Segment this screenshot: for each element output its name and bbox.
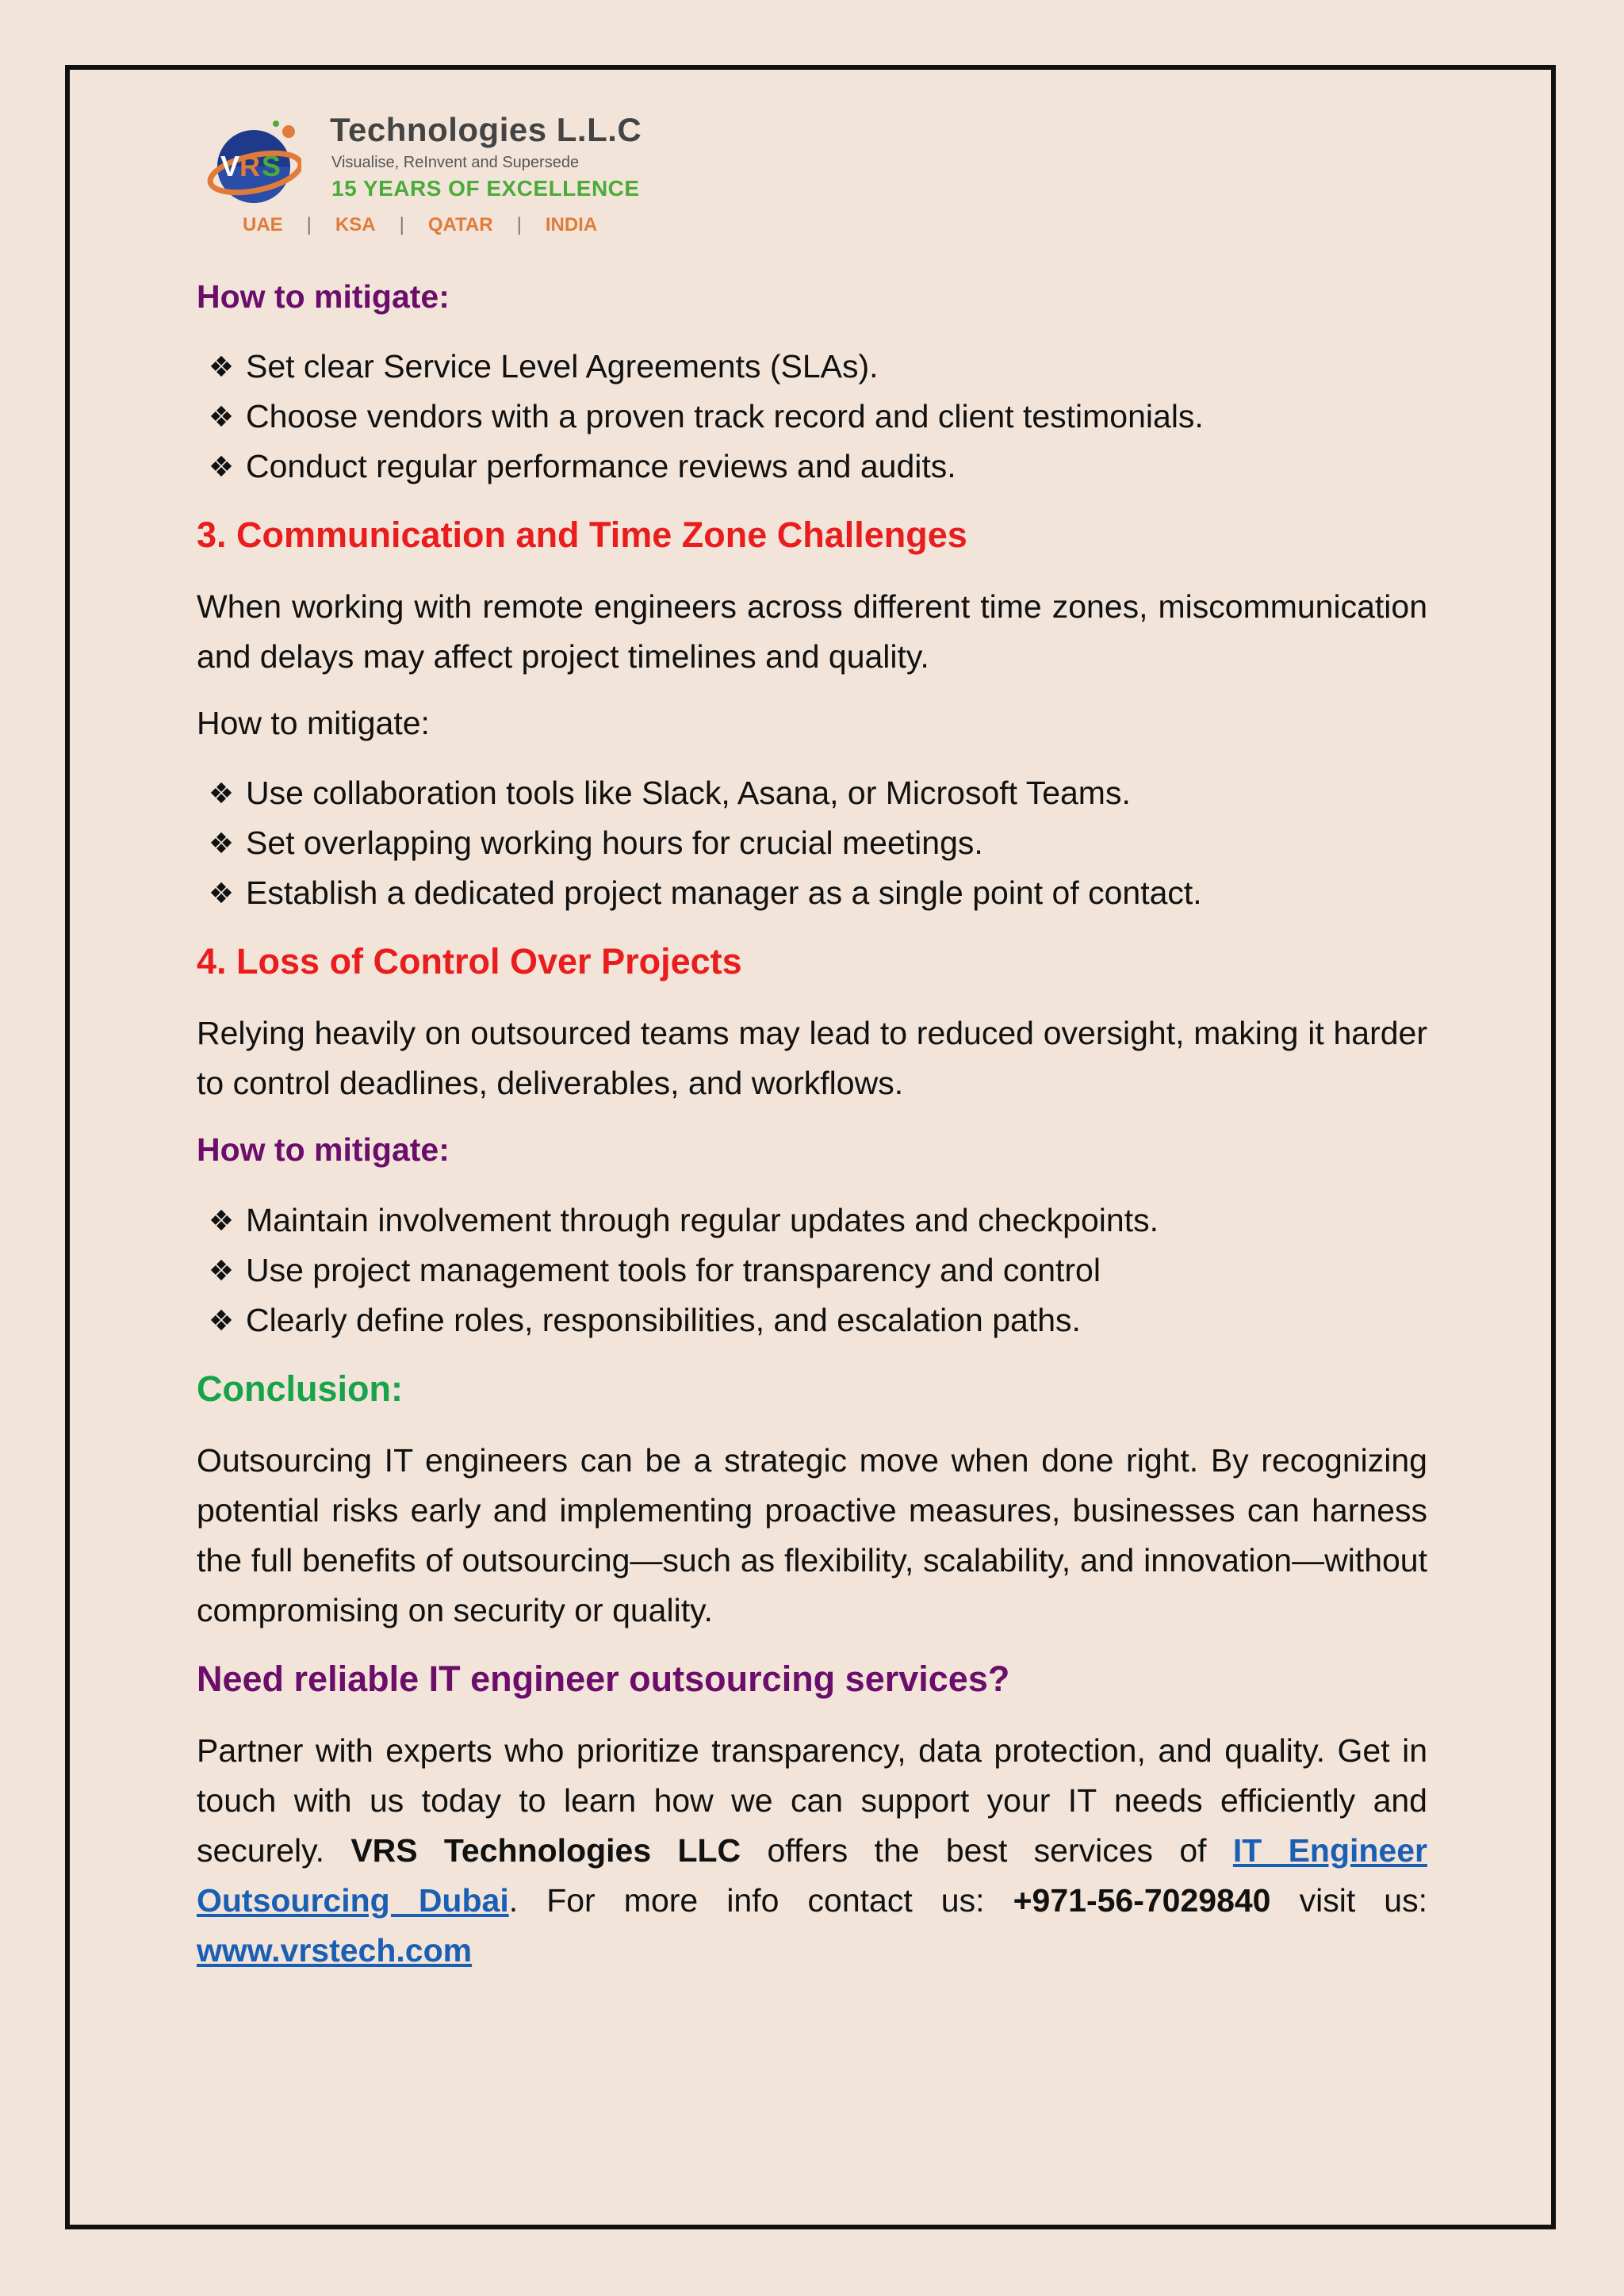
section-heading: 4. Loss of Control Over Projects bbox=[197, 941, 742, 982]
cta-text: . For more info contact us: bbox=[508, 1881, 1013, 1919]
list-item-text: Set clear Service Level Agreements (SLAs). bbox=[246, 348, 879, 385]
list-item bbox=[208, 1246, 1427, 1295]
list-item-text: Maintain involvement through regular updates and checkpoints. bbox=[246, 1201, 1159, 1238]
list-item-text: Clearly define roles, responsibilities, and escalation paths. bbox=[246, 1301, 1081, 1338]
globe-logo-icon bbox=[206, 117, 301, 212]
list-item bbox=[208, 1196, 1427, 1246]
four-diamond-bullet-icon: ❖ bbox=[208, 827, 235, 860]
four-diamond-bullet-icon: ❖ bbox=[208, 877, 235, 910]
four-diamond-bullet-icon: ❖ bbox=[208, 777, 235, 810]
company-name: VRS Technologies LLC bbox=[350, 1831, 741, 1869]
conclusion-body: Outsourcing IT engineers can be a strategic move when done right. By recognizing potential risks early and implementing proactive measures, businesses can harness the full benefits of outsourcing—such as flexibility, scalability, and innovation—without compromising on security or quality. bbox=[197, 1441, 1427, 1628]
website-link[interactable]: www.vrstech.com bbox=[197, 1931, 473, 1969]
list-item-text: Set overlapping working hours for crucial meetings. bbox=[246, 825, 983, 862]
mitigation-list bbox=[197, 768, 1427, 918]
conclusion-heading: Conclusion: bbox=[197, 1368, 403, 1409]
four-diamond-bullet-icon: ❖ bbox=[208, 1203, 235, 1237]
four-diamond-bullet-icon: ❖ bbox=[208, 450, 235, 484]
logo-tagline: Visualise, ReInvent and Supersede bbox=[331, 154, 580, 171]
svg-text:R: R bbox=[239, 150, 260, 182]
list-item bbox=[208, 442, 1427, 492]
list-item bbox=[208, 818, 1427, 868]
list-item bbox=[208, 868, 1427, 918]
region-uae: UAE bbox=[243, 214, 283, 235]
list-item-text: Establish a dedicated project manager as a single point of contact. bbox=[246, 874, 1202, 912]
logo-years: 15 YEARS OF EXCELLENCE bbox=[331, 176, 640, 201]
region-qatar: QATAR bbox=[427, 214, 493, 235]
list-item bbox=[208, 768, 1427, 818]
mitigation-list bbox=[197, 342, 1427, 492]
region-separator: | bbox=[306, 214, 312, 235]
page-content bbox=[197, 103, 1427, 1998]
section-heading: 3. Communication and Time Zone Challenges bbox=[197, 515, 967, 556]
list-item-text: Use project management tools for transparency and control bbox=[246, 1251, 1101, 1288]
section-body: Relying heavily on outsourced teams may lead to reduced oversight, making it harder to control deadlines, deliverables, and workflows. bbox=[197, 1015, 1427, 1102]
cta-body bbox=[197, 1726, 1427, 1976]
cta-text: visit us: bbox=[1270, 1881, 1428, 1919]
list-item-text: Use collaboration tools like Slack, Asana, or Microsoft Teams. bbox=[246, 775, 1131, 812]
four-diamond-bullet-icon: ❖ bbox=[208, 400, 235, 434]
four-diamond-bullet-icon: ❖ bbox=[208, 1303, 235, 1337]
list-item-text: Conduct regular performance reviews and audits. bbox=[246, 448, 956, 485]
mitigate-heading: How to mitigate: bbox=[197, 278, 450, 315]
list-item bbox=[208, 342, 1427, 392]
region-separator: | bbox=[516, 214, 522, 235]
region-india: INDIA bbox=[545, 214, 598, 235]
section-body: When working with remote engineers across different time zones, miscommunication and delays may affect project timelines and quality. bbox=[197, 588, 1427, 675]
logo-title: Technologies L.L.C bbox=[330, 111, 642, 148]
region-separator: | bbox=[399, 214, 404, 235]
svg-text:S: S bbox=[262, 150, 282, 182]
four-diamond-bullet-icon: ❖ bbox=[208, 1253, 235, 1287]
company-logo bbox=[197, 103, 672, 246]
svg-text:V: V bbox=[220, 150, 240, 182]
it-engineer-outsourcing-link[interactable]: IT Engineer Outsourcing Dubai bbox=[197, 1831, 1427, 1919]
mitigate-heading: How to mitigate: bbox=[197, 1131, 450, 1169]
cta-text: offers the best services of bbox=[741, 1831, 1233, 1869]
mitigation-list bbox=[197, 1196, 1427, 1345]
logo-regions bbox=[243, 214, 597, 236]
list-item bbox=[208, 1295, 1427, 1345]
list-item-text: Choose vendors with a proven track record and client testimonials. bbox=[246, 398, 1204, 435]
four-diamond-bullet-icon: ❖ bbox=[208, 350, 235, 384]
region-ksa: KSA bbox=[335, 214, 376, 235]
phone-number: +971-56-7029840 bbox=[1013, 1881, 1271, 1919]
mitigate-label: How to mitigate: bbox=[197, 705, 430, 742]
cta-text: Partner with experts who prioritize transparency, data protection, and quality. Get in touch with us today to learn how we can support your IT needs efficiently and securely. bbox=[197, 1732, 1427, 1869]
list-item bbox=[208, 392, 1427, 442]
cta-heading: Need reliable IT engineer outsourcing services? bbox=[197, 1658, 1010, 1699]
